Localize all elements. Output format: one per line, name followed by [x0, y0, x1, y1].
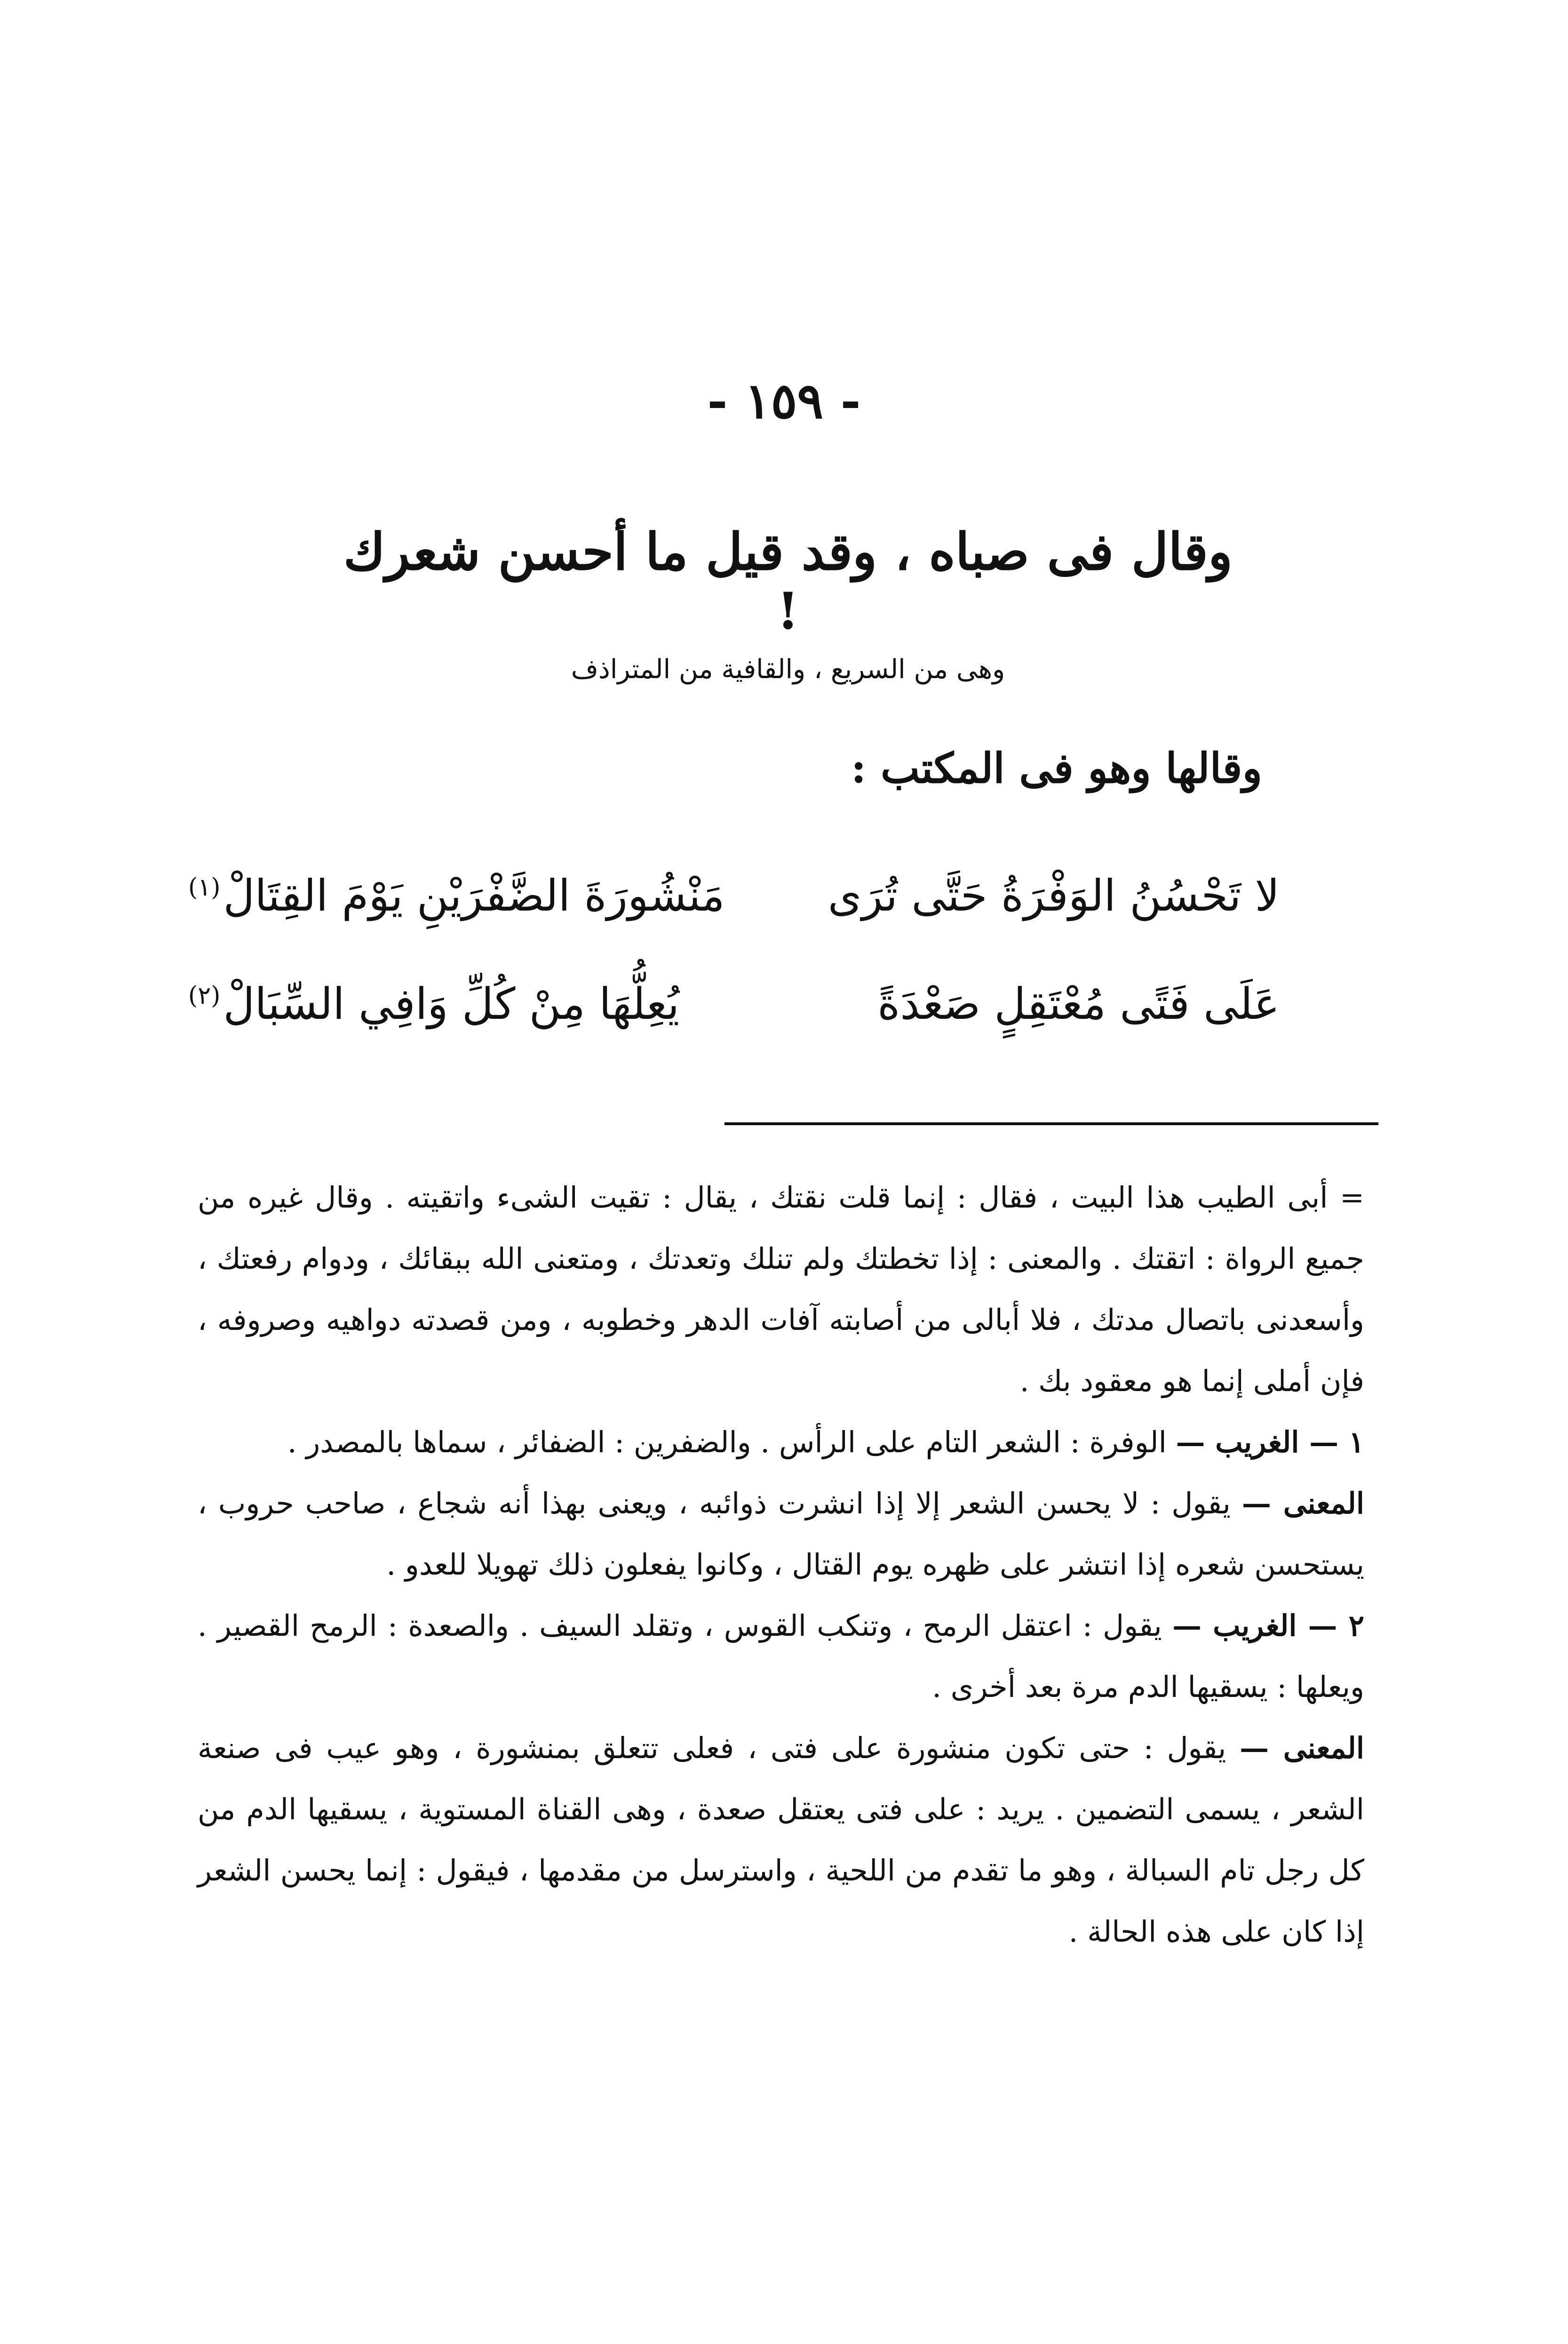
footnote-lead: المعنى —: [1242, 1486, 1365, 1520]
footnote-divider: [724, 1122, 1378, 1125]
footnote-paragraph: [198, 1595, 1364, 1718]
verse-line: [188, 871, 1280, 951]
footnote-paragraph: [198, 1718, 1364, 1962]
footnote-paragraph: [198, 1167, 1364, 1412]
page-number: - ١٥٩ -: [707, 372, 861, 430]
verse-line: [188, 979, 1280, 1059]
footnote-text: يقول : لا يحسن الشعر إلا إذا انشرت ذوائبه ، ويعنى بهذا أنه شجاع ، صاحب حروب ، يستحسن شعره إذا انتشر على ظهره يوم القتال ، وكانوا يفعلون ذلك تهويلا للعدو .: [198, 1486, 1364, 1582]
footnote-lead: المعنى —: [1240, 1731, 1365, 1765]
poem-meter-note: وهى من السريع ، والقافية من المتراذف: [571, 654, 1005, 685]
verse-second-text: مَنْشُورَةَ الضَّفْرَيْنِ يَوْمَ القِتَالْ: [223, 871, 725, 921]
footnotes: [198, 1167, 1364, 1962]
footnote-marker: (١): [188, 873, 221, 902]
footnote-text: يقول : اعتقل الرمح ، وتنكب القوس ، وتقلد السيف . والصعدة : الرمح القصير . ويعلها : يسقيها الدم مرة بعد أخرى .: [198, 1608, 1364, 1704]
footnote-paragraph: [198, 1473, 1364, 1595]
verse-first-hemistich: لا تَحْسُنُ الوَفْرَةُ حَتَّى تُرَى: [828, 871, 1280, 921]
footnote-text: الوفرة : الشعر التام على الرأس . والضفرين : الضفائر ، سماها بالمصدر .: [287, 1425, 1167, 1459]
footnote-marker: (٢): [188, 982, 221, 1010]
verse-second-hemistich: [188, 979, 679, 1029]
footnote-lead: ١ — الغريب —: [1176, 1425, 1364, 1459]
poem-title: وقال فى صباه ، وقد قيل ما أحسن شعرك !: [343, 522, 1233, 641]
footnote-text: = أبى الطيب هذا البيت ، فقال : إنما قلت نقتك ، يقال : تقيت الشىء واتقيته . وقال غيره من جميع الرواة : اتقتك . والمعنى : إذا تخطتك ولم تنلك وتعدتك ، ومتعنى الله ببقائك ، ودوام رفعتك ، وأسعدنى باتصال مدتك ، فلا أبالى من أصابته آفات الدهر وخطوبه ، ومن قصدته دواهيه وصروفه ، فإن أملى إنما هو معقود بك .: [198, 1180, 1364, 1398]
footnote-lead: ٢ — الغريب —: [1172, 1608, 1364, 1643]
verse-second-text: يُعِلُّهَا مِنْ كُلِّ وَافِي السِّبَالْ: [223, 979, 680, 1029]
footnote-text: يقول : حتى تكون منشورة على فتى ، فعلى تتعلق بمنشورة ، وهو عيب فى صنعة الشعر ، يسمى التضمين . يريد : على فتى يعتقل صعدة ، وهى القناة المستوية ، يسقيها الدم من كل رجل تام السبالة ، وهو ما تقدم من اللحية ، واسترسل من مقدمها ، فيقول : إنما يحسن الشعر إذا كان على هذه الحالة .: [198, 1731, 1364, 1949]
verse-second-hemistich: [188, 871, 725, 921]
verse-first-hemistich: عَلَى فَتًى مُعْتَقِلٍ صَعْدَةً: [877, 979, 1280, 1029]
footnote-paragraph: [198, 1412, 1364, 1473]
poem-intro: وقالها وهو فى المكتب :: [851, 744, 1262, 792]
